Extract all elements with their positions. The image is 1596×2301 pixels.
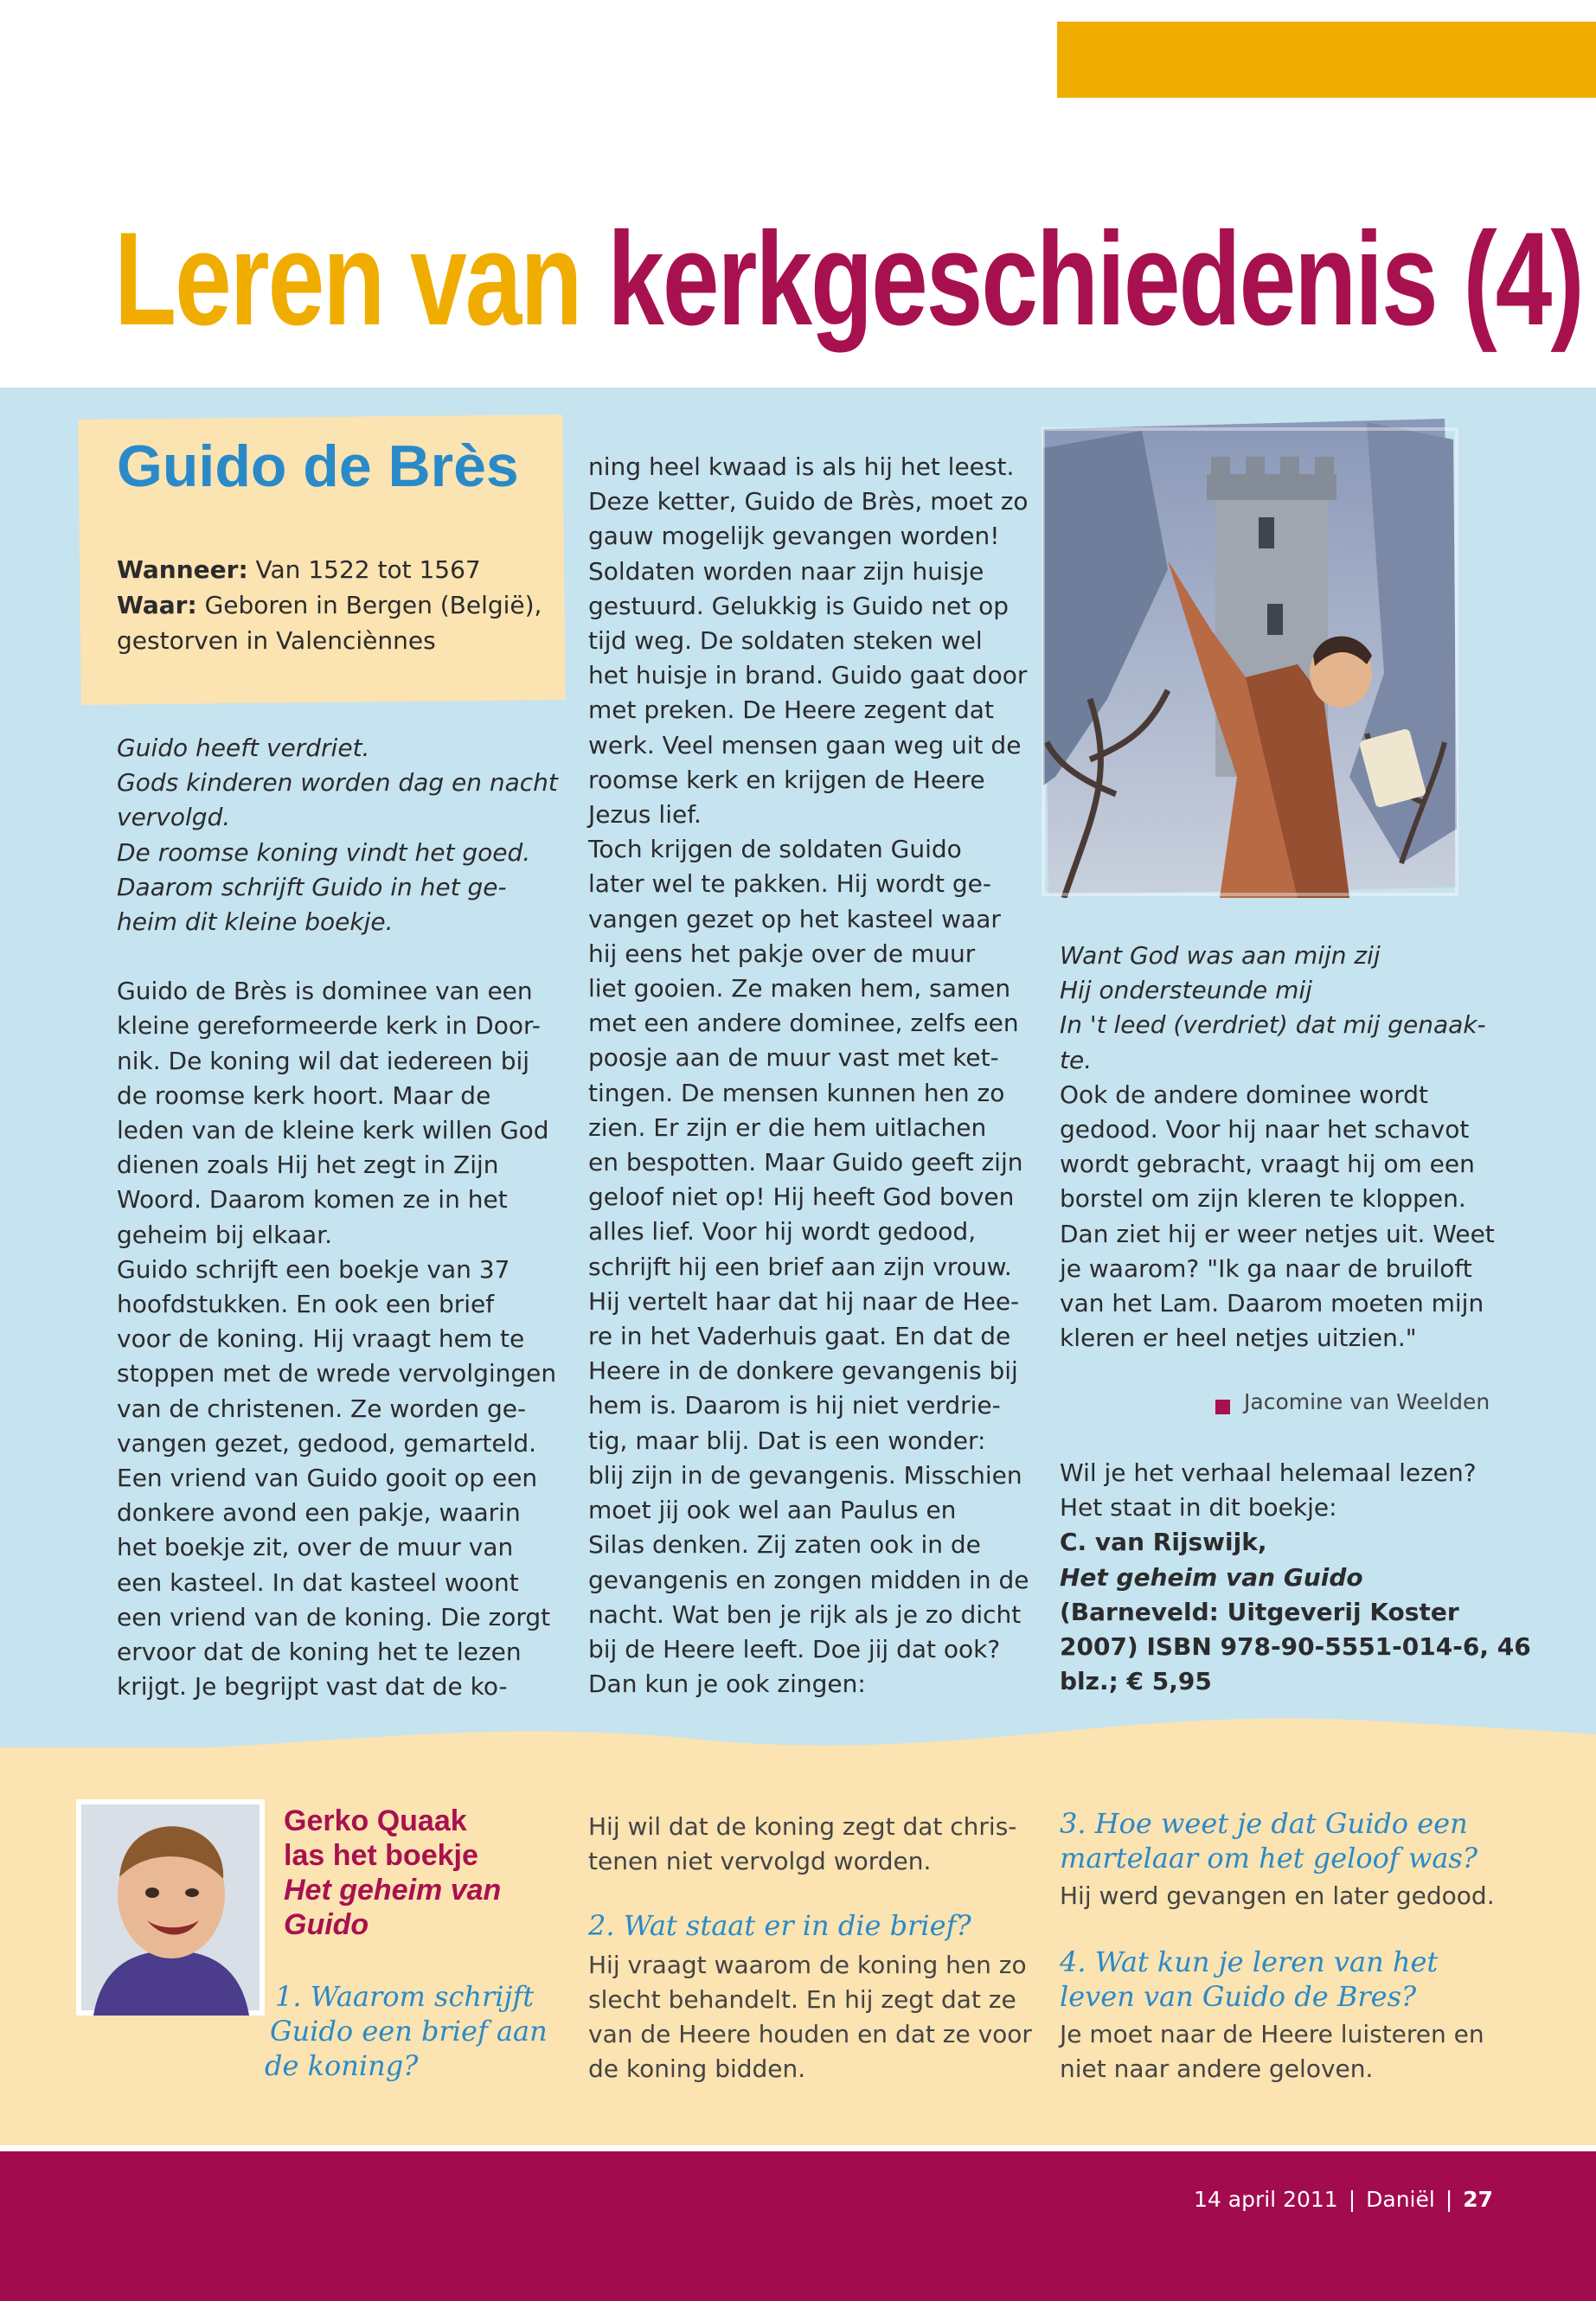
body-line: blij zijn in de gevangenis. Misschien [588,1460,1022,1490]
question-3: 3. Hoe weet je dat Guido een [1060,1807,1468,1840]
title-part-leren-van: Leren van [114,205,608,354]
byline-square-icon [1215,1400,1230,1414]
illustration-guido-at-castle [1038,413,1462,898]
answer-2: van de Heere houden en dat ze voor [588,2020,1032,2048]
body-line: voor de koning. Hij vraagt hem te [117,1324,525,1354]
photo-gerko [76,1799,265,2016]
question-1: de koning? [265,2049,419,2082]
bio-wanneer-value: Van 1522 tot 1567 [247,555,481,584]
body-line: Jezus lief. [588,800,702,830]
book-publisher: (Barneveld: Uitgeverij Koster [1060,1597,1459,1626]
body-line: Toch krijgen de soldaten Guido [588,835,962,864]
book-info [1060,1456,1531,1699]
answer-1: Hij wil dat de koning zegt dat chris- [588,1812,1017,1841]
body-line: tijd weg. De soldaten steken wel [588,626,983,656]
body-line: Heere in de donkere gevangenis bij [588,1356,1018,1386]
verse-line: Hij ondersteunde mij [1060,976,1312,1005]
question-4: 4. Wat kun je leren van het [1060,1945,1439,1978]
body-line: stoppen met de wrede vervolgingen [117,1359,557,1388]
body-line: nacht. Wat ben je rijk als je zo dicht [588,1599,1022,1629]
bio-waar-label: Waar: [117,591,197,619]
answer-2: slecht behandelt. En hij zegt dat ze [588,1985,1016,2014]
top-accent-bar [1057,22,1596,98]
body-line: ervoor dat de koning het te lezen [117,1638,522,1667]
answer-4: niet naar andere geloven. [1060,2054,1374,2083]
footer-info: 14 april 2011 | Daniël | 27 [1194,2187,1494,2212]
body-line: alles lief. Voor hij wordt gedood, [588,1217,977,1247]
reviewer-name: Gerko Quaak [284,1804,467,1837]
intro-line: Guido heeft verdriet. [117,734,370,762]
reviewer-book: Het geheim van [284,1874,502,1907]
bio-wanneer [117,552,481,587]
answer-4: Je moet naar de Heere luisteren en [1060,2020,1484,2048]
body-line: roomse kerk en krijgen de Heere [588,765,985,794]
body-line: Hij vertelt haar dat hij naar de Hee- [588,1286,1020,1316]
body-line: Soldaten worden naar zijn huisje [588,556,984,586]
column-2 [588,450,1047,1702]
question-4: leven van Guido de Bres? [1060,1980,1417,2013]
body-line: gedood. Voor hij naar het schavot [1060,1115,1470,1144]
body-line: wordt gebracht, vraagt hij om een [1060,1150,1475,1179]
answer-1: tenen niet vervolgd worden. [588,1847,932,1875]
body-line: tingen. De mensen kunnen hen zo [588,1078,1005,1107]
body-line: Guido schrijft een boekje van 37 [117,1254,510,1284]
bio-waar [117,587,542,623]
body-line: poosje aan de muur vast met ket- [588,1043,999,1073]
reviewer-book: Guido [284,1908,369,1941]
book-isbn: 2007) ISBN 978-90-5551-014-6, 46 [1060,1632,1531,1662]
verse-line: te. [1060,1045,1093,1074]
author-byline: Jacomine van Weelden [1244,1389,1490,1414]
body-line: bij de Heere leeft. Doe jij dat ook? [588,1634,1001,1663]
intro-line: heim dit kleine boekje. [117,907,394,937]
book-title: Het geheim van Guido [1060,1562,1363,1592]
body-line: later wel te pakken. Hij wordt ge- [588,869,991,899]
body-line: gestuurd. Gelukkig is Guido net op [588,591,1010,620]
body-line: Ook de andere dominee wordt [1060,1080,1428,1109]
body-line: donkere avond een pakje, waarin [117,1498,521,1528]
body-line: Deze ketter, Guido de Brès, moet zo [588,487,1029,516]
body-line: hij eens het pakje over de muur [588,939,976,968]
body-line: gevangenis en zongen midden in de [588,1565,1029,1594]
body-line: hoofdstukken. En ook een brief [117,1290,495,1319]
body-line: het boekje zit, over de muur van [117,1533,514,1562]
footer-bar [0,2151,1596,2301]
answer-2: de koning bidden. [588,2054,806,2083]
body-line: zien. Er zijn er die hem uitlachen [588,1112,987,1142]
footer-date: 14 april 2011 [1194,2187,1338,2212]
body-line: een kasteel. In dat kasteel woont [117,1567,519,1597]
intro-line: Gods kinderen worden dag en nacht [117,768,558,798]
intro-line: Daarom schrijft Guido in het ge- [117,872,507,901]
intro-line: De roomse koning vindt het goed. [117,837,531,867]
bio-waar-2: gestorven in Valenciènnes [117,626,436,655]
verse-line: In 't leed (verdriet) dat mij genaak- [1060,1010,1486,1040]
page-number: 27 [1463,2187,1494,2212]
body-line: met een andere dominee, zelfs een [588,1009,1019,1038]
column-1 [117,731,567,1704]
intro-line: vervolgd. [117,803,231,832]
body-line: en bespotten. Maar Guido geeft zijn [588,1148,1023,1177]
body-line: kleine gereformeerde kerk in Door- [117,1011,541,1041]
body-line: met preken. De Heere zegent dat [588,695,994,725]
body-line: schrijft hij een brief aan zijn vrouw. [588,1252,1012,1281]
body-line: ning heel kwaad is als hij het leest. [588,452,1015,481]
body-line: het huisje in brand. Guido gaat door [588,661,1028,690]
body-line: liet gooien. Ze maken hem, samen [588,974,1011,1003]
book-author: C. van Rijswijk, [1060,1528,1267,1557]
book-info-line: Wil je het verhaal helemaal lezen? [1060,1458,1477,1487]
book-price: blz.; € 5,95 [1060,1667,1212,1696]
bio-wanneer-label: Wanneer: [117,555,248,584]
body-line: moet jij ook wel aan Paulus en [588,1496,957,1525]
bio-waar-value: Geboren in Bergen (België), [196,591,542,619]
body-line: de roomse kerk hoort. Maar de [117,1080,491,1110]
body-line: Woord. Daarom komen ze in het [117,1185,508,1215]
body-line: leden van de kleine kerk willen God [117,1116,549,1145]
body-line: een vriend van de koning. Die zorgt [117,1602,551,1631]
column-3 [1060,939,1544,1356]
footer-magazine: Daniël [1366,2187,1435,2212]
body-line: nik. De koning wil dat iedereen bij [117,1046,530,1075]
body-line: borstel om zijn kleren te kloppen. [1060,1184,1466,1214]
answer-3: Hij werd gevangen en later gedood. [1060,1881,1495,1910]
answer-2: Hij vraagt waarom de koning hen zo [588,1951,1027,1979]
body-line: dienen zoals Hij het zegt in Zijn [117,1150,499,1180]
reviewer-line: las het boekje [284,1839,478,1872]
body-line: van het Lam. Daarom moeten mijn [1060,1289,1484,1318]
body-line: krijgt. Je begrijpt vast dat de ko- [117,1672,508,1702]
question-1: 1. Waarom schrijft [275,1980,535,2013]
body-line: Een vriend van Guido gooit op een [117,1464,538,1493]
body-line: werk. Veel mensen gaan weg uit de [588,730,1022,760]
body-line: gauw mogelijk gevangen worden! [588,522,1000,551]
question-3: martelaar om het geloof was? [1060,1842,1477,1875]
body-line: geloof niet op! Hij heeft God boven [588,1183,1015,1212]
question-2: 2. Wat staat er in die brief? [588,1909,971,1942]
body-line: van de christenen. Ze worden ge- [117,1394,527,1423]
question-1: Guido een brief aan [270,2015,548,2048]
body-line: vangen gezet, gedood, gemarteld. [117,1428,537,1458]
body-line: re in het Vaderhuis gaat. En dat de [588,1322,1011,1351]
body-line: tig, maar blij. Dat is een wonder: [588,1426,986,1455]
book-info-line: Het staat in dit boekje: [1060,1493,1337,1522]
body-line: Guido de Brès is dominee van een [117,977,533,1006]
body-line: je waarom? "Ik ga naar de bruiloft [1060,1253,1472,1283]
body-line: geheim bij elkaar. [117,1220,333,1249]
body-line: hem is. Daarom is hij niet verdrie- [588,1391,1001,1420]
body-line: Dan kun je ook zingen: [588,1670,866,1699]
title-part-kerkgeschiedenis: kerkgeschiedenis (4) [607,205,1583,354]
body-line: vangen gezet op het kasteel waar [588,904,1001,933]
body-line: Dan ziet hij er weer netjes uit. Weet [1060,1219,1495,1248]
reviewer-heading [284,1804,501,1942]
body-line: kleren er heel netjes uitzien." [1060,1324,1417,1353]
verse-line: Want God was aan mijn zij [1060,941,1381,970]
body-line: Silas denken. Zij zaten ook in de [588,1530,981,1560]
bio-name: Guido de Brès [117,433,519,499]
page-title [114,184,1583,375]
